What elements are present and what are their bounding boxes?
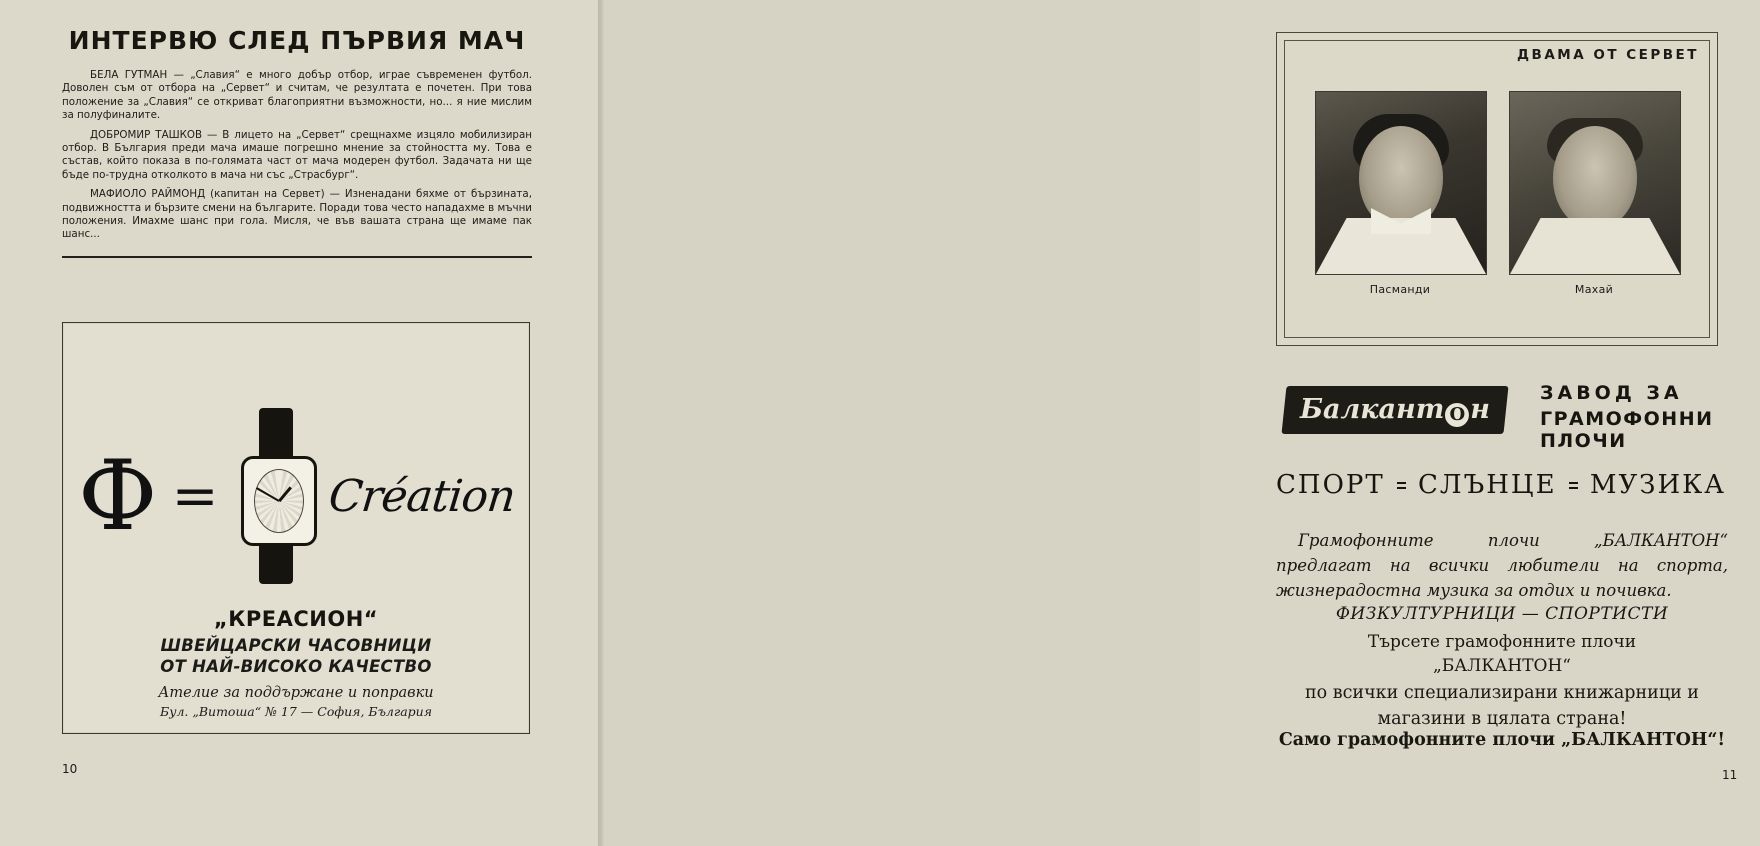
balkanton-body-6: Само грамофонните плочи „БАЛКАНТОН“! bbox=[1278, 730, 1726, 750]
article-block bbox=[62, 26, 532, 258]
advert-line-4: Бул. „Витоша“ № 17 — София, България bbox=[160, 704, 432, 719]
slogan-divider-icon bbox=[1397, 479, 1406, 492]
advert-brand: „КРЕАСИОН“ bbox=[213, 607, 379, 631]
article-paragraph: МАФИОЛО РАЙМОНД (капитан на Сервет) — Изненадани бяхме от бързината, подвижността и бързите смени на българите. Поради това често нападахме в мъчни положения. Имахме шанс при гола. Мисля, че във вашата страна ще имаме пак шанс... bbox=[62, 188, 532, 241]
page-number-left: 10 bbox=[62, 762, 78, 776]
advert-line-3: Ателие за поддържане и поправки bbox=[158, 685, 434, 701]
portrait-caption: Махай bbox=[1574, 283, 1614, 296]
portrait-item bbox=[1315, 91, 1485, 296]
right-page bbox=[600, 0, 1738, 846]
creation-script-logo: Création bbox=[325, 470, 517, 522]
advert-logo-row bbox=[63, 401, 529, 591]
page-gutter bbox=[598, 0, 604, 846]
advert-line-2: ОТ НАЙ-ВИСОКО КАЧЕСТВО bbox=[160, 657, 432, 676]
page-title: ИНТЕРВЮ СЛЕД ПЪРВИЯ МАЧ bbox=[68, 26, 526, 55]
balkanton-logo bbox=[1281, 386, 1508, 434]
photo-panel-heading: ДВАМА ОТ СЕРВЕТ bbox=[1517, 47, 1699, 63]
advertisement-creation bbox=[62, 322, 530, 734]
portrait-photo bbox=[1315, 91, 1487, 275]
slogan-divider-icon bbox=[1569, 479, 1578, 492]
balkanton-body-3: Търсете грамофонните плочи bbox=[1367, 632, 1637, 652]
factory-heading-line-1: ЗАВОД ЗА bbox=[1540, 382, 1683, 404]
article-paragraph: ДОБРОМИР ТАШКОВ — В лицето на „Сервет“ срещнахме изцяло мобилизиран отбор. В България преди мача имаше погрешно мнение за стойността му. Това е състав, който показа в по-голямата част от мача модерен футбол. Задачата ни ще бъде по-трудна отколкото в мача ни със „Страсбург“. bbox=[62, 128, 532, 181]
factory-heading-line-2: ГРАМОФОННИ ПЛОЧИ bbox=[1540, 408, 1714, 452]
balkanton-body-2: ФИЗКУЛТУРНИЦИ — СПОРТИСТИ bbox=[1335, 604, 1669, 624]
portrait-row bbox=[1277, 91, 1717, 296]
balkanton-logo-text-end: н bbox=[1470, 393, 1491, 425]
equals-symbol: = bbox=[171, 463, 219, 529]
advert-line-1: ШВЕЙЦАРСКИ ЧАСОВНИЦИ bbox=[160, 636, 432, 655]
factory-heading bbox=[1540, 382, 1760, 452]
balkanton-logo-o-icon: O bbox=[1445, 403, 1469, 427]
balkanton-logo-text-start: Балкант bbox=[1299, 393, 1445, 425]
portrait-caption: Пасманди bbox=[1369, 283, 1431, 296]
page-number-right: 11 bbox=[1722, 768, 1738, 782]
wristwatch-icon bbox=[233, 408, 319, 584]
slogan-word-music: МУЗИКА bbox=[1589, 470, 1726, 500]
article-paragraph: БЕЛА ГУТМАН — „Славия“ е много добър отбор, играе съвременен футбол. Доволен съм от отбора на „Сервет“ и считам, че резултата е почетен. При това положение за „Славия“ се откриват благоприятни възможности, но... я ние мислим за полуфиналите. bbox=[62, 69, 532, 122]
portrait-photo bbox=[1509, 91, 1681, 275]
phi-symbol-icon: Ф bbox=[77, 440, 158, 552]
photo-panel bbox=[1276, 32, 1718, 346]
portrait-item bbox=[1509, 91, 1679, 296]
slogan-row bbox=[1276, 470, 1726, 500]
horizontal-rule bbox=[62, 256, 532, 258]
slogan-word-sun: СЛЪНЦЕ bbox=[1418, 470, 1557, 500]
slogan-word-sport: СПОРТ bbox=[1276, 470, 1385, 500]
left-page bbox=[0, 0, 600, 846]
balkanton-body-1: Грамофонните плочи „БАЛКАНТОН“ предлагат на всички любители на спорта, жизнерадостна музика за отдих и почивка. bbox=[1276, 531, 1728, 600]
advert-text-block bbox=[63, 607, 529, 719]
balkanton-body-5: по всички специализирани книжарници и магазини в цялата страна! bbox=[1305, 683, 1699, 729]
balkanton-body-4: „БАЛКАНТОН“ bbox=[1432, 656, 1571, 676]
